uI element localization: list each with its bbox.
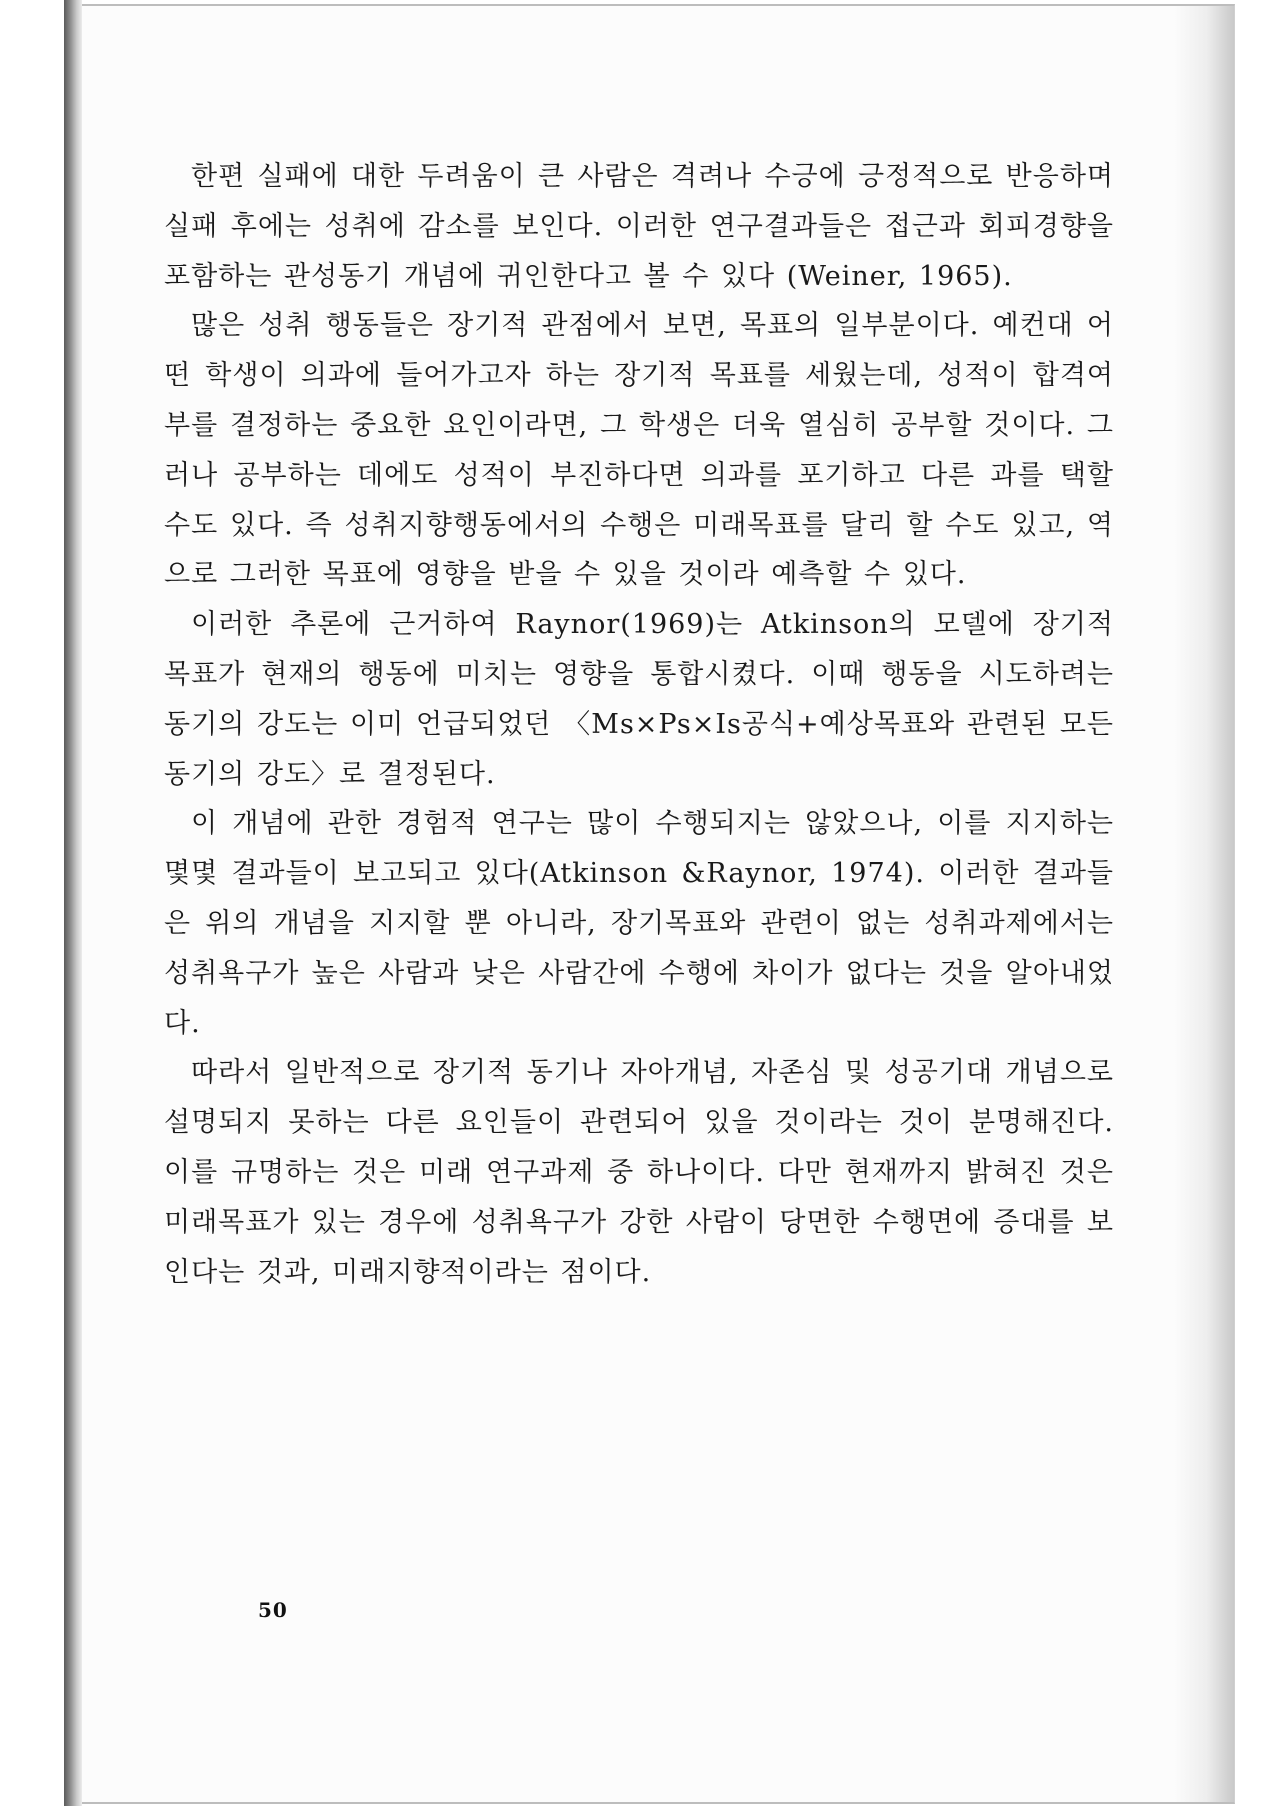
page-number: 50 <box>258 1598 288 1622</box>
paragraph-3: 이러한 추론에 근거하여 Raynor(1969)는 Atkinson의 모델에 장기적 목표가 현재의 행동에 미치는 영향을 통합시켰다. 이때 행동을 시도하려는 동기의 강도는 이미 언급되었던 〈Ms×Ps×Is공식+예상목표와 관련된 모든 동기의 강도〉로 결정된다. <box>164 609 1114 790</box>
body-text <box>164 152 1114 1297</box>
paragraph-2: 많은 성취 행동들은 장기적 관점에서 보면, 목표의 일부분이다. 예컨대 어떤 학생이 의과에 들어가고자 하는 장기적 목표를 세웠는데, 성적이 합격여부를 결정하는 중요한 요인이라면, 그 학생은 더욱 열심히 공부할 것이다. 그러나 공부하는 데에도 성적이 부진하다면 의과를 포기하고 다른 과를 택할 수도 있다. 즉 성취지향행동에서의 수행은 미래목표를 달리 할 수도 있고, 역으로 그러한 목표에 영향을 받을 수 있을 것이라 예측할 수 있다. <box>164 310 1114 591</box>
paragraph-5: 따라서 일반적으로 장기적 동기나 자아개념, 자존심 및 성공기대 개념으로 설명되지 못하는 다른 요인들이 관련되어 있을 것이라는 것이 분명해진다. 이를 규명하는 것은 미래 연구과제 중 하나이다. 다만 현재까지 밝혀진 것은 미래목표가 있는 경우에 성취욕구가 강한 사람이 당면한 수행면에 증대를 보인다는 것과, 미래지향적이라는 점이다. <box>164 1057 1114 1288</box>
paragraph-1: 한편 실패에 대한 두려움이 큰 사람은 격려나 수긍에 긍정적으로 반응하며 실패 후에는 성취에 감소를 보인다. 이러한 연구결과들은 접근과 회피경향을 포함하는 관성동기 개념에 귀인한다고 볼 수 있다 (Weiner, 1965). <box>164 161 1114 292</box>
page-fold-shadow <box>1174 6 1234 1802</box>
paragraph-4: 이 개념에 관한 경험적 연구는 많이 수행되지는 않았으나, 이를 지지하는 몇몇 결과들이 보고되고 있다(Atkinson &Raynor, 1974). 이러한 결과들은 위의 개념을 지지할 뿐 아니라, 장기목표와 관련이 없는 성취과제에서는 성취욕구가 높은 사람과 낮은 사람간에 수행에 차이가 없다는 것을 알아내었다. <box>164 808 1114 1039</box>
book-spine-edge <box>64 0 82 1806</box>
